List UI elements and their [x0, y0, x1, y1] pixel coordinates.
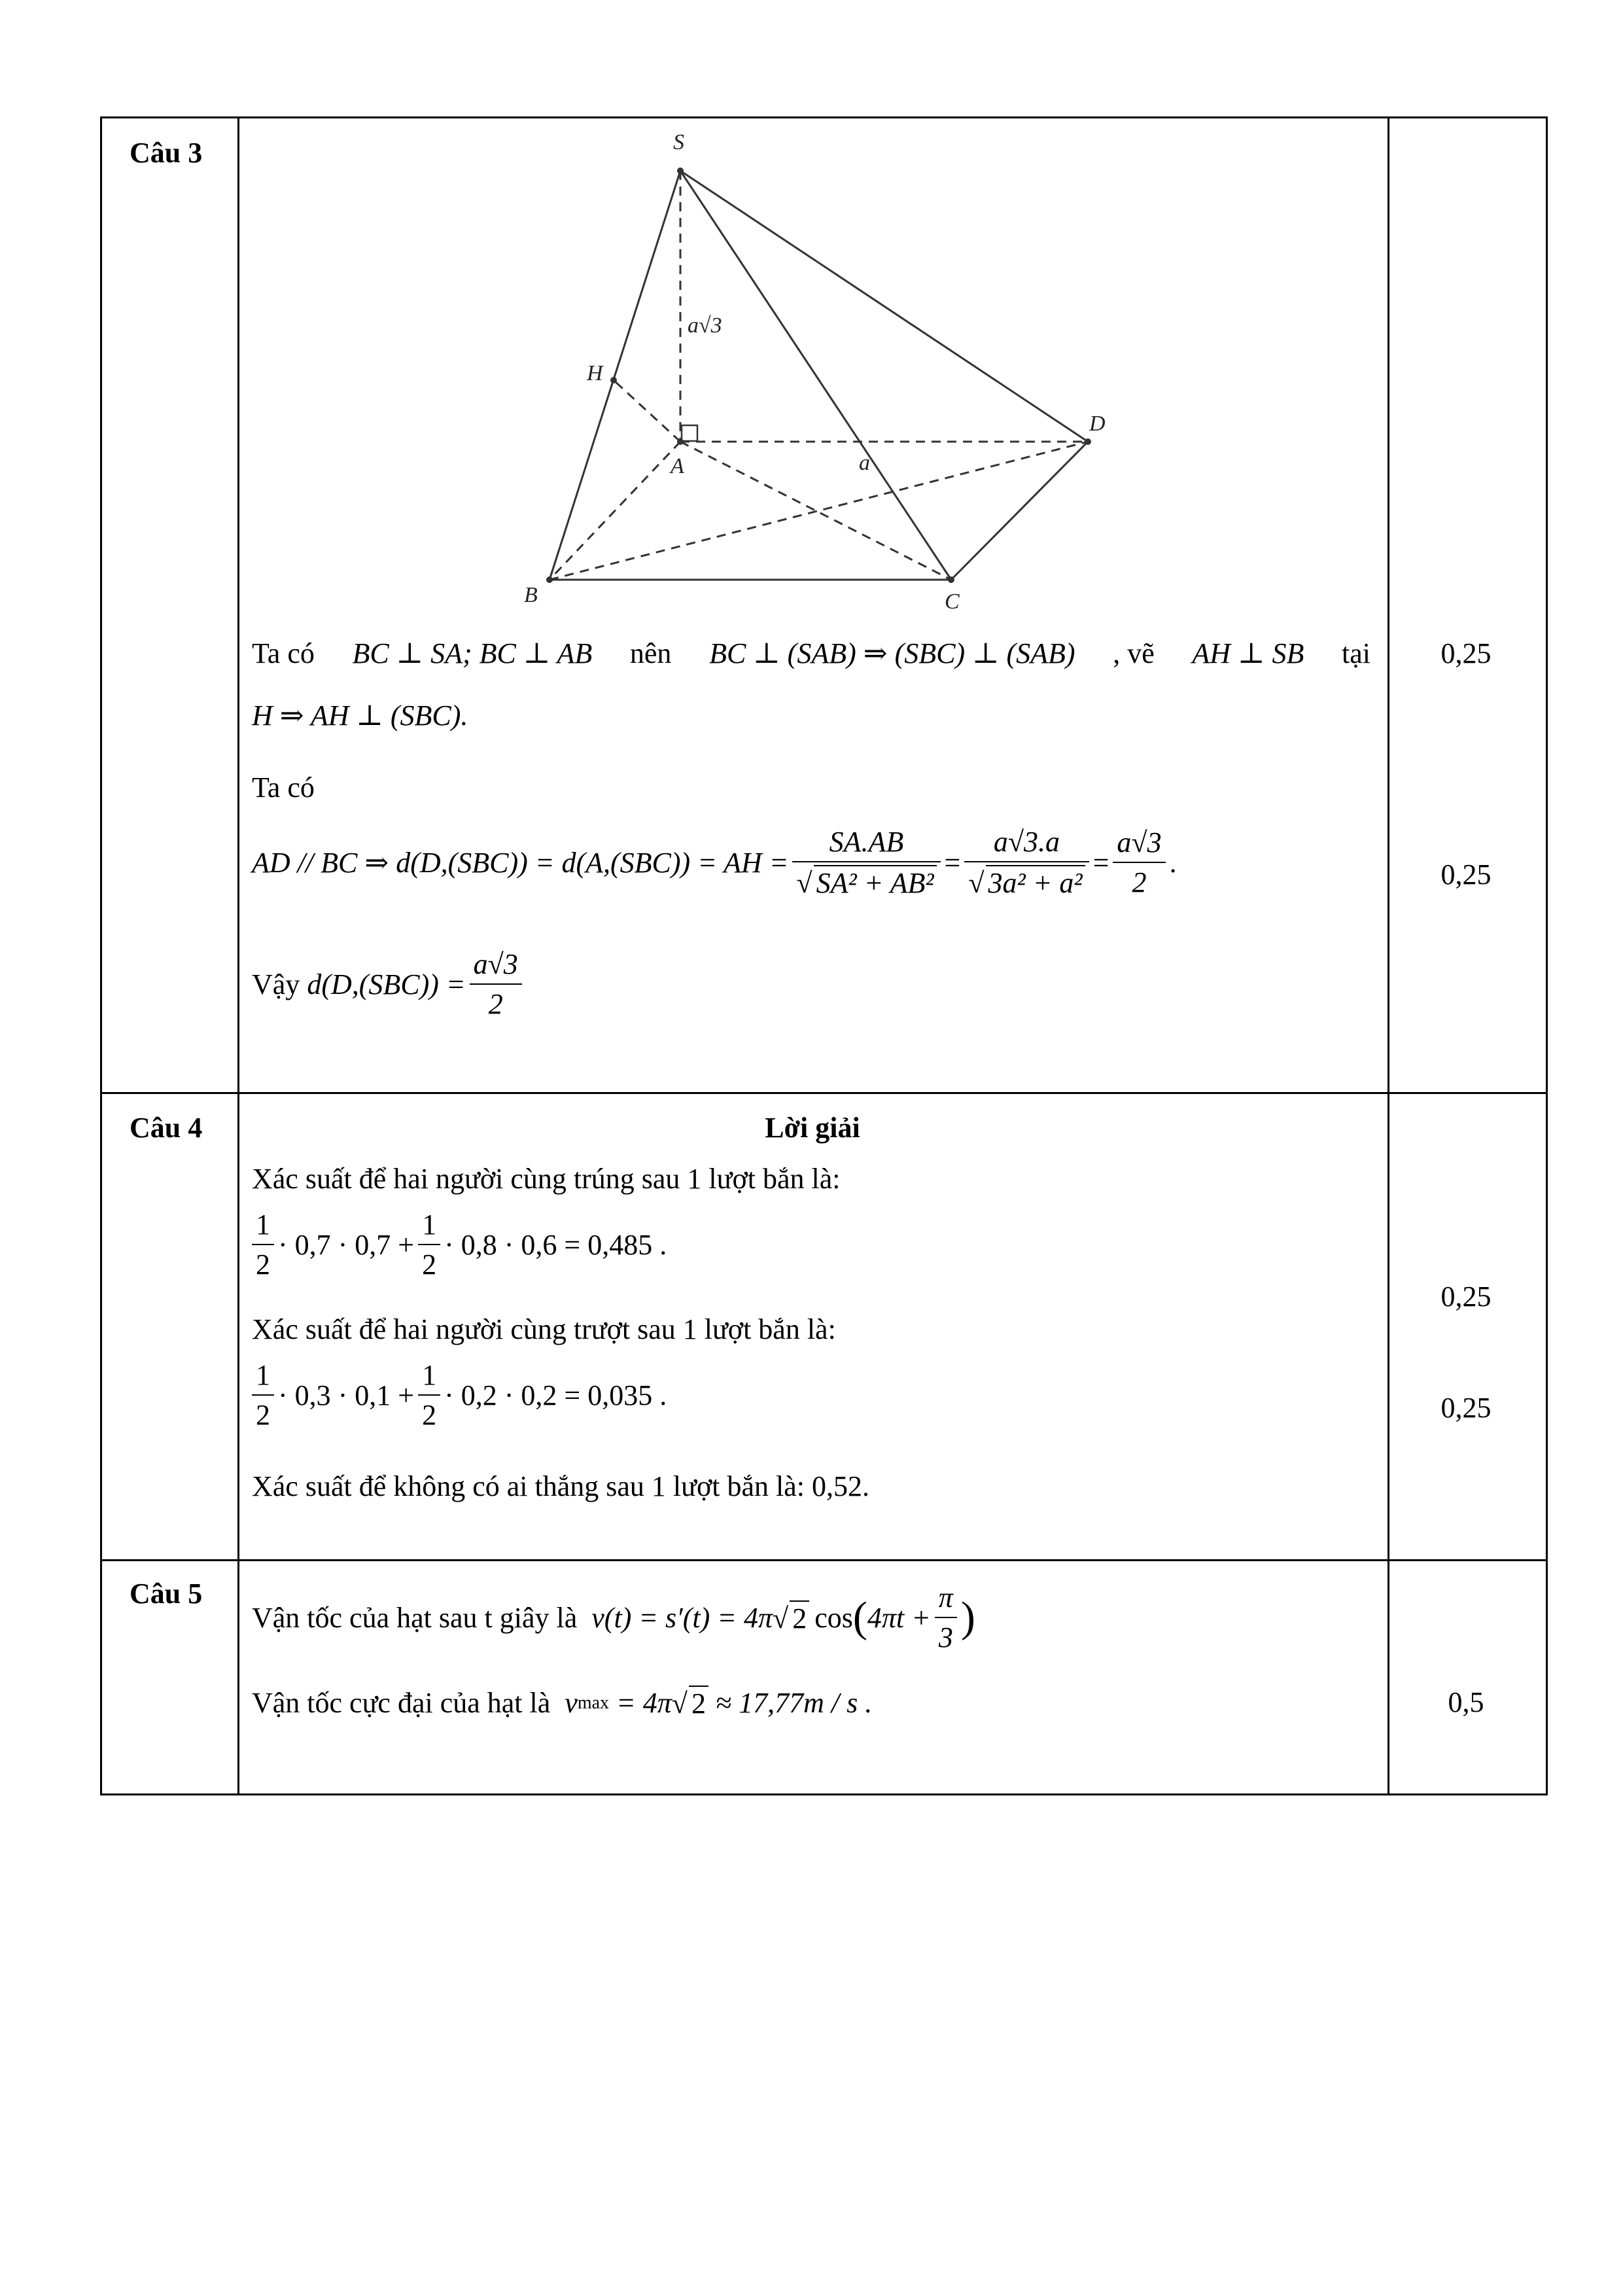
right-angle-marker: [682, 425, 697, 441]
question-label-4: Câu 4: [130, 1112, 203, 1144]
q4-score-1: 0,25: [1440, 1280, 1492, 1313]
q4-line-1: Xác suất để hai người cùng trúng sau 1 lượt bắn là:: [252, 1163, 841, 1195]
edge-sc: [680, 171, 951, 580]
q3-line-3: Ta có: [252, 771, 315, 804]
vertex-c: C: [945, 590, 960, 614]
vertex-a: A: [671, 454, 684, 478]
q3-score-2: 0,25: [1440, 858, 1492, 891]
answer-table: [100, 116, 1548, 1795]
vertex-s: S: [673, 130, 684, 154]
edge-sb: [550, 171, 680, 580]
vertex-h: H: [587, 361, 603, 385]
vertex-d: D: [1089, 412, 1106, 436]
edge-cd: [951, 442, 1088, 580]
row-divider-3-4: [100, 1092, 1548, 1094]
segment-ah: [614, 380, 680, 442]
q4-formula-miss: $\frac{1}{2}$ · 0,3 · 0,1 + $\frac{1}{2}$ · 0,2 · 0,2 = 0,035 .: [252, 1358, 667, 1432]
question-label-5: Câu 5: [130, 1578, 203, 1610]
q4-formula-hit: $\frac{1}{2}$ · 0,7 · 0,7 + $\frac{1}{2}$ · 0,8 · 0,6 = 0,485 .: [252, 1208, 667, 1281]
question-label-3: Câu 3: [130, 137, 203, 169]
label-ad-length: a: [859, 451, 870, 475]
edge-sd: [680, 171, 1088, 442]
pyramid-figure: [100, 116, 1548, 614]
table-border-bottom: [100, 1793, 1548, 1795]
diagonal-bd: [550, 442, 1088, 580]
q5-velocity-formula: Vận tốc của hạt sau t giây là v(t) = s′(t) = 4π √ 2 cos ( 4πt + $\frac{\pi}{3}$ ): [252, 1581, 975, 1653]
label-sa-length: a√3: [688, 313, 722, 338]
vertex-b: B: [524, 583, 538, 607]
q3-conclusion: Vậy d(D,(SBC)) = $\frac{a√3}{2}$: [252, 947, 526, 1021]
q5-max-velocity: Vận tốc cực đại của hạt là v max = 4π √ 2 ≈ 17,77m / s .: [252, 1687, 873, 1720]
q3-distance-formula: AD // BC ⇒ d(D,(SBC)) = d(A,(SBC)) = AH = $\frac{SA.AB}{\text{√ SA² + AB²}}$ = $\frac{a√3.a}{\text{√ 3a² + a²}}$ = $\frac{a√3}{2}$ .: [252, 826, 1177, 899]
q4-score-2: 0,25: [1440, 1392, 1492, 1424]
q3-line-1: Ta có BC ⊥ SA; BC ⊥ AB nên BC ⊥ (SAB) ⇒ (SBC) ⊥ (SAB) , vẽ AH ⊥ SB tại: [252, 637, 1370, 669]
row-divider-4-5: [100, 1559, 1548, 1561]
q5-score-1: 0,5: [1448, 1686, 1484, 1718]
q3-line-2: H ⇒ AH ⊥ (SBC).: [252, 699, 468, 732]
q3-score-1: 0,25: [1440, 637, 1492, 669]
q4-line-5: Xác suất để không có ai thắng sau 1 lượt bắn là: 0,52.: [252, 1470, 870, 1502]
q4-line-3: Xác suất để hai người cùng trượt sau 1 lượt bắn là:: [252, 1313, 836, 1345]
edge-ab: [550, 442, 680, 580]
solution-heading: Lời giải: [765, 1112, 860, 1144]
